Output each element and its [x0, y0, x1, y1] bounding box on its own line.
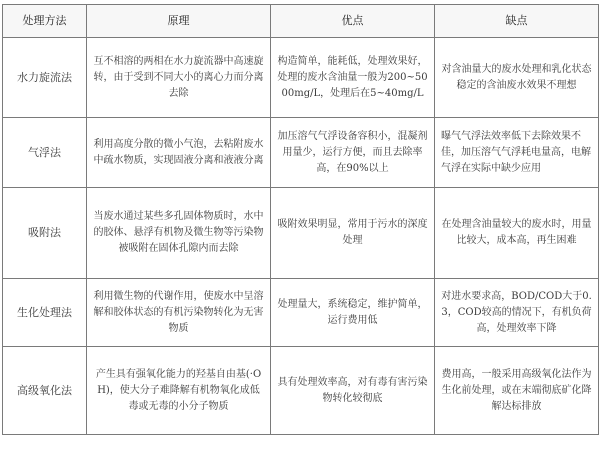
- principle-cell: 互不相溶的两相在水力旋流器中高速旋转，由于受到不同大小的离心力而分离去除: [87, 38, 271, 118]
- method-cell: 吸附法: [3, 188, 87, 279]
- header-advantages: 优点: [271, 5, 435, 38]
- header-method: 处理方法: [3, 5, 87, 38]
- method-cell: 气浮法: [3, 118, 87, 188]
- table-header-row: [3, 5, 599, 38]
- method-cell: 水力旋流法: [3, 38, 87, 118]
- header-disadvantages: 缺点: [435, 5, 599, 38]
- disadvantages-cell: 费用高，一般采用高级氧化法作为生化前处理，或在末端彻底矿化降解达标排放: [435, 347, 599, 435]
- method-cell: 高级氧化法: [3, 347, 87, 435]
- treatment-methods-table: [2, 4, 599, 435]
- advantages-cell: 加压溶气气浮设备容积小，混凝剂用量少，运行方便，而且去除率高，在90%以上: [271, 118, 435, 188]
- disadvantages-cell: 对含油量大的废水处理和乳化状态稳定的含油废水效果不理想: [435, 38, 599, 118]
- advantages-cell: 吸附效果明显，常用于污水的深度处理: [271, 188, 435, 279]
- method-cell: 生化处理法: [3, 279, 87, 347]
- principle-cell: 产生具有强氧化能力的羟基自由基(·OH)，使大分子难降解有机物氧化成低毒或无毒的小分子物质: [87, 347, 271, 435]
- principle-cell: 利用高度分散的微小气泡，去粘附废水中疏水物质，实现固液分离和液液分离: [87, 118, 271, 188]
- table-row: [3, 118, 599, 188]
- disadvantages-cell: 曝气气浮法效率低下去除效果不佳，加压溶气气浮耗电量高，电解气浮在实际中缺少应用: [435, 118, 599, 188]
- table-row: [3, 38, 599, 118]
- advantages-cell: 处理量大，系统稳定，维护简单，运行费用低: [271, 279, 435, 347]
- advantages-cell: 具有处理效率高，对有毒有害污染物转化较彻底: [271, 347, 435, 435]
- advantages-cell: 构造简单，能耗低，处理效果好，处理的废水含油量一般为200~5000mg/L，处理后在5~40mg/L: [271, 38, 435, 118]
- table-row: [3, 188, 599, 279]
- header-principle: 原理: [87, 5, 271, 38]
- disadvantages-cell: 在处理含油量较大的废水时，用量比较大，成本高，再生困难: [435, 188, 599, 279]
- principle-cell: 当废水通过某些多孔固体物质时，水中的胶体、悬浮有机物及微生物等污染物被吸附在固体孔隙内而去除: [87, 188, 271, 279]
- principle-cell: 利用微生物的代谢作用，使废水中呈溶解和胶体状态的有机污染物转化为无害物质: [87, 279, 271, 347]
- disadvantages-cell: 对进水要求高，BOD/COD大于0.3，COD较高的情况下，有机负荷高，处理效率下降: [435, 279, 599, 347]
- table-row: [3, 347, 599, 435]
- table-row: [3, 279, 599, 347]
